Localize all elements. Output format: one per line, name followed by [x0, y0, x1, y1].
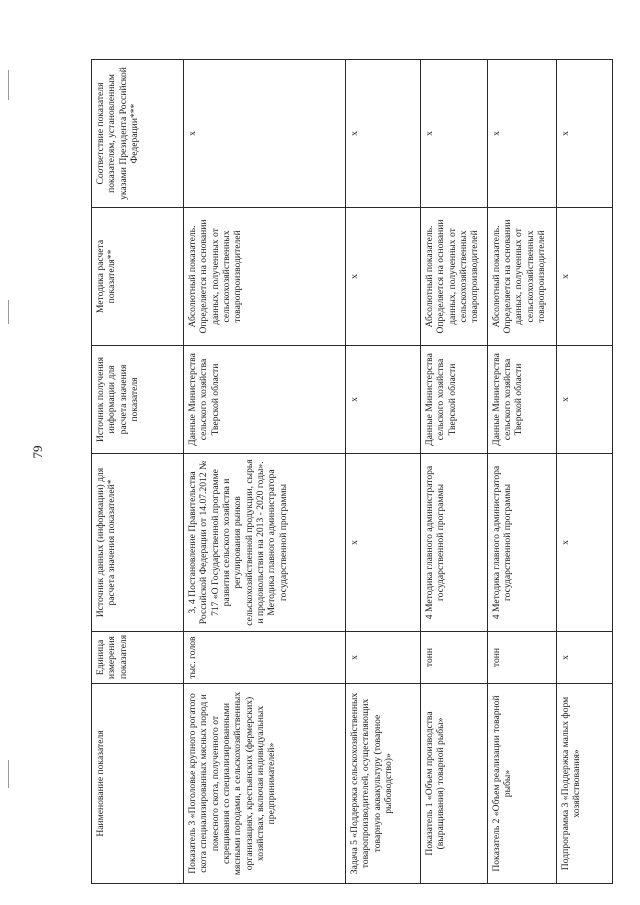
cell-unit: тонн — [421, 632, 487, 684]
cell-data-source: х — [345, 454, 420, 632]
table-row — [184, 60, 346, 884]
cell-compliance: х — [487, 60, 556, 208]
header-row — [92, 60, 184, 884]
cell-indicator-name: Показатель 1 «Объем производства (выращивания) товарной рыбы» — [421, 684, 487, 884]
cell-info-source: х — [556, 346, 612, 454]
cell-calculation-method: Абсолютный показатель. Определяется на основании данных, полученных от сельскохозяйственных товаропроизводителей — [184, 208, 346, 346]
header-presidential-compliance: Соответствие показателя показателям, установленным указами Президента Российской Федерации*** — [92, 60, 184, 208]
cell-info-source: х — [345, 346, 420, 454]
rotated-page-content — [91, 60, 613, 884]
cell-compliance: х — [184, 60, 346, 208]
cell-unit: х — [556, 632, 612, 684]
cell-compliance: х — [345, 60, 420, 208]
cell-calculation-method: х — [556, 208, 612, 346]
header-calculation-method: Методика расчета показателя** — [92, 208, 184, 346]
margin-mark — [8, 300, 9, 324]
cell-calculation-method: Абсолютный показатель. Определяется на основании данных, полученных от сельскохозяйственных товаропроизводителей — [487, 208, 556, 346]
cell-compliance: х — [556, 60, 612, 208]
table-row — [345, 60, 420, 884]
cell-data-source: х — [556, 454, 612, 632]
table-row — [556, 60, 612, 884]
cell-data-source: 4 Методика главного администратора государственной программы — [487, 454, 556, 632]
table-row — [421, 60, 487, 884]
page-number: 79 — [30, 445, 45, 459]
cell-indicator-name: Показатель 2 «Объем реализации товарной рыбы» — [487, 684, 556, 884]
cell-compliance: х — [421, 60, 487, 208]
cell-data-source: 4 Методика главного администратора государственной программы — [421, 454, 487, 632]
header-indicator-name: Наименование показателя — [92, 684, 184, 884]
cell-indicator-name: Подпрограмма 3 «Поддержка малых форм хозяйствования» — [556, 684, 612, 884]
header-info-source: Источник получения информации для расчета значения показателя — [92, 346, 184, 454]
header-unit: Единица измерения показателя — [92, 632, 184, 684]
cell-indicator-name: Показатель 3 «Поголовье крупного рогатого скота специализированных мясных пород и помесного скота, полученного от скрещивания со специализированными мясными породами, в сельскохозяйственных организациях, крестьянских (фермерских) хозяйствах, включая индивидуальных предпринимателей» — [184, 684, 346, 884]
cell-info-source: Данные Министерства сельского хозяйства Тверской области — [421, 346, 487, 454]
cell-calculation-method: х — [345, 208, 420, 346]
cell-info-source: Данные Министерства сельского хозяйства Тверской области — [487, 346, 556, 454]
margin-mark — [8, 760, 9, 788]
header-data-source: Источник данных (информации) для расчета значения показателей* — [92, 454, 184, 632]
cell-unit: тыс. голов — [184, 632, 346, 684]
margin-mark — [8, 70, 9, 100]
indicator-table — [91, 59, 613, 884]
cell-info-source: Данные Министерства сельского хозяйства Тверской области — [184, 346, 346, 454]
cell-data-source: 3, 4 Постановление Правительства Российской Федерации от 14.07.2012 № 717 «О Государственной программе развития сельского хозяйства и регулирования рынков сельскохозяйственной продукции, сырья и продовольствия на 2013 - 2020 годы». Методика главного администратора государственной программы — [184, 454, 346, 632]
table-row — [487, 60, 556, 884]
cell-unit: х — [345, 632, 420, 684]
cell-unit: тонн — [487, 632, 556, 684]
cell-calculation-method: Абсолютный показатель. Определяется на основании данных, полученных от сельскохозяйственных товаропроизводителей — [421, 208, 487, 346]
cell-indicator-name: Задача 5 «Поддержка сельскохозяйственных товаропроизводителей, осуществляющих товарную аквакультуру (товарное рыбоводство)» — [345, 684, 420, 884]
